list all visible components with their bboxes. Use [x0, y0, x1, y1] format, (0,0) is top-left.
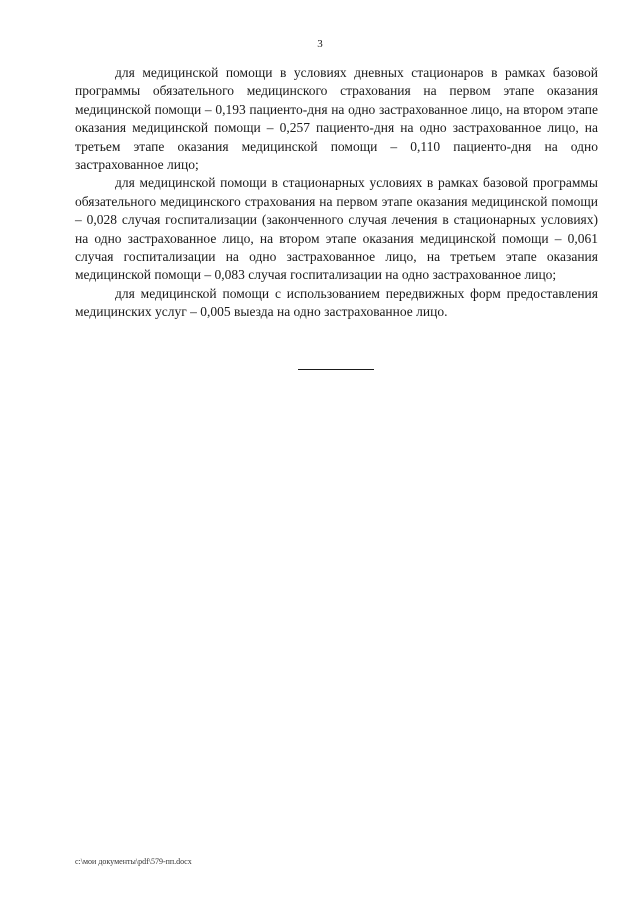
- paragraph-mobile-services: для медицинской помощи с использованием передвижных форм предоставления медицинских услуг – 0,005 выезда на одно застрахованное лицо.: [75, 285, 598, 320]
- document-body: [75, 64, 598, 322]
- footer-file-path: c:\мои документы\pdf\579-пп.docx: [75, 857, 192, 866]
- page-number: 3: [317, 38, 323, 50]
- end-separator-line: [298, 369, 374, 370]
- paragraph-day-hospital: для медицинской помощи в условиях дневных стационаров в рамках базовой программы обязательного медицинского страхования на первом этапе оказания медицинской помощи – 0,193 пациенто-дня на одно застрахованное лицо, на втором этапе оказания медицинской помощи – 0,257 пациенто-дня на одно застрахованное лицо, на третьем этапе оказания медицинской помощи – 0,110 пациенто-дня на одно застрахованное лицо;: [75, 65, 598, 173]
- paragraph-inpatient: для медицинской помощи в стационарных условиях в рамках базовой программы обязательного медицинского страхования на первом этапе оказания медицинской помощи – 0,028 случая госпитализации (законченного случая лечения в стационарных условиях) на одно застрахованное лицо, на втором этапе оказания медицинской помощи – 0,061 случая госпитализации на одно застрахованное лицо, на третьем этапе оказания медицинской помощи – 0,083 случая госпитализации на одно застрахованное лицо;: [75, 175, 598, 283]
